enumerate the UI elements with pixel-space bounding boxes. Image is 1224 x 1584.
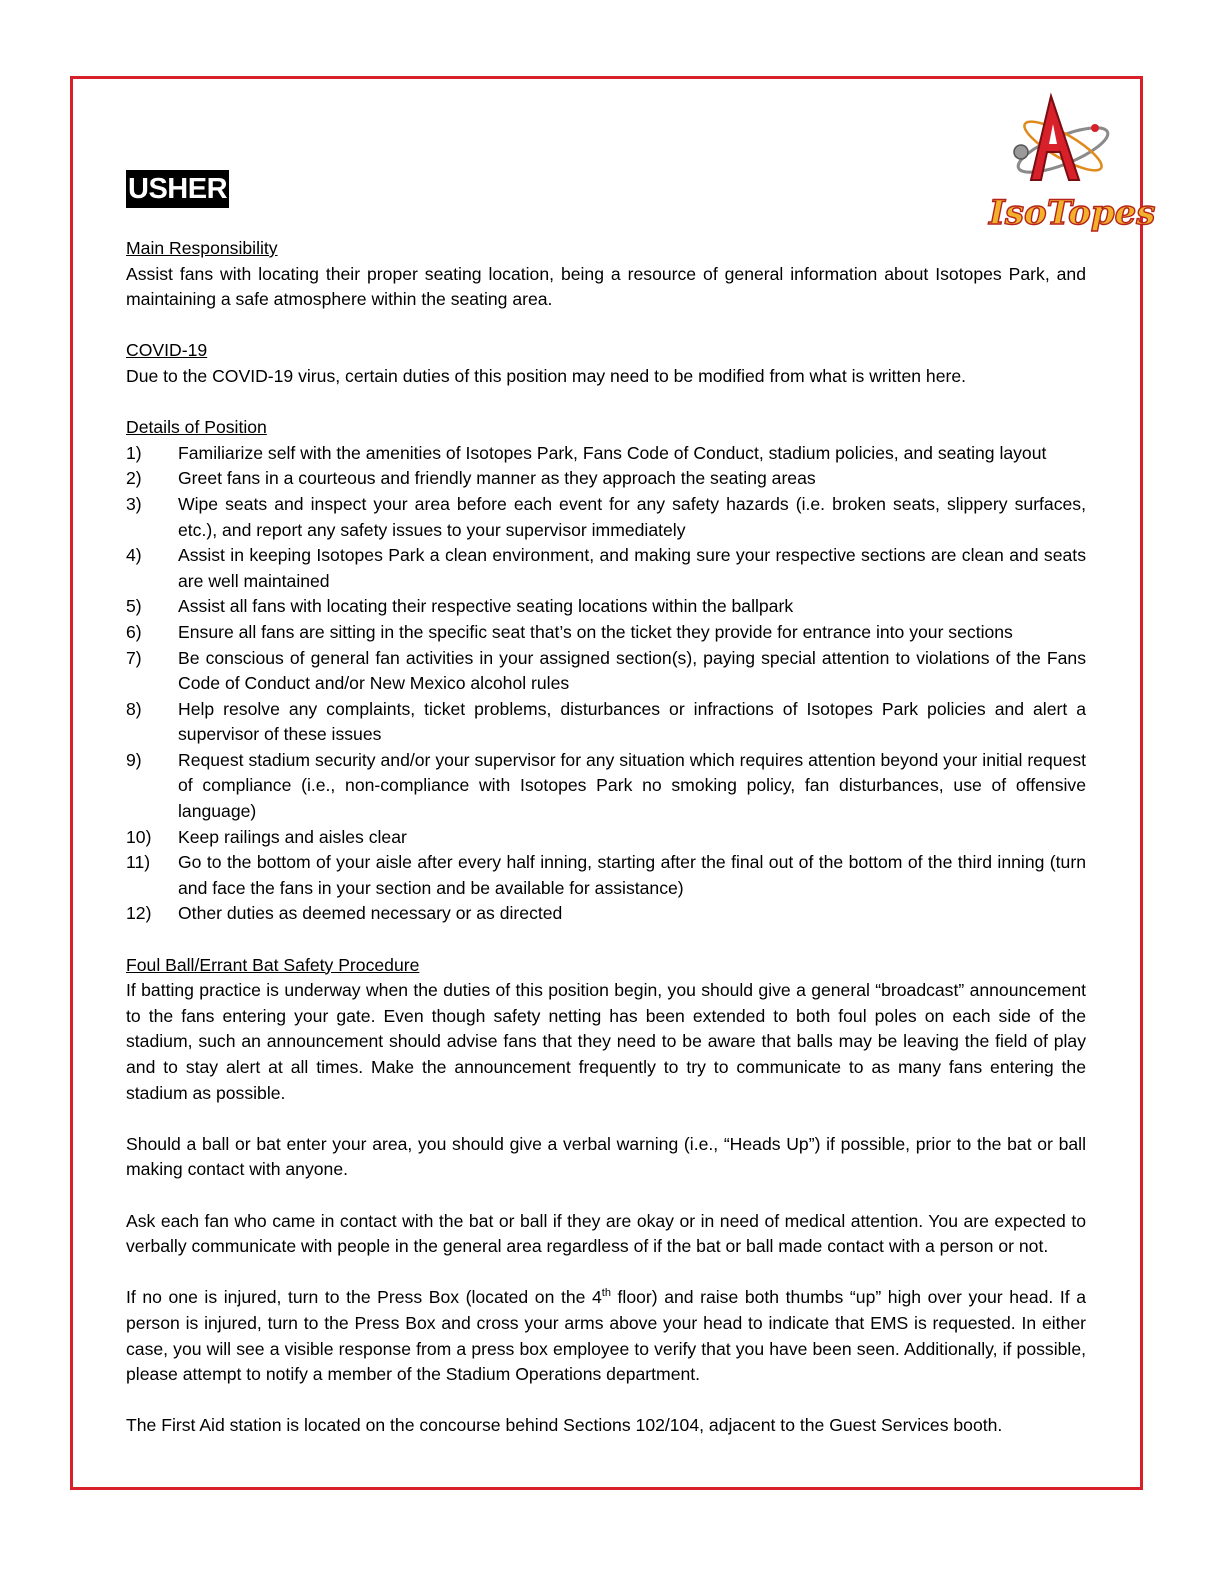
first-aid-note: The First Aid station is located on the concourse behind Sections 102/104, adjacent to the Guest Services booth. — [126, 1415, 1003, 1436]
details-heading: Details of Position — [126, 417, 267, 438]
document-body — [126, 236, 1086, 1439]
list-item: 9) Request stadium security and/or your supervisor for any situation which requires attention beyond your initial request of compliance (i.e., non-compliance with Isotopes Park no smoking policy, fan disturbances, use of offensive language) — [126, 749, 1086, 822]
list-item: 2) Greet fans in a courteous and friendly manner as they approach the seating areas — [126, 468, 816, 489]
covid-heading: COVID-19 — [126, 340, 208, 361]
list-item: 5) Assist all fans with locating their respective seating locations within the ballpark — [126, 596, 794, 617]
main-responsibility-text: Assist fans with locating their proper seating location, being a resource of general information about Isotopes Park, and maintaining a safe atmosphere within the seating area. — [126, 263, 1086, 310]
isotopes-logo — [985, 88, 1156, 236]
foul-ball-heading: Foul Ball/Errant Bat Safety Procedure — [126, 954, 420, 975]
covid-text: Due to the COVID-19 virus, certain duties of this position may need to be modified from what is written here. — [126, 365, 967, 386]
foul-ball-paragraph-3: Ask each fan who came in contact with the bat or ball if they are okay or in need of medical attention. You are expected to verbally communicate with people in the general area regardless of if the bat or ball made contact with a person or not. — [126, 1210, 1086, 1257]
details-list — [126, 441, 1086, 927]
list-item: 4) Assist in keeping Isotopes Park a clean environment, and making sure your respective sections are clean and seats are well maintained — [126, 545, 1086, 591]
list-item: 6) Ensure all fans are sitting in the specific seat that’s on the ticket they provide for entrance into your sections — [126, 621, 1013, 642]
page-title: USHER — [126, 170, 229, 208]
foul-ball-paragraph-2: Should a ball or bat enter your area, you should give a verbal warning (i.e., “Heads Up”) if possible, prior to the bat or ball making contact with anyone. — [126, 1133, 1086, 1180]
svg-text:IsoTopes: IsoTopes — [989, 193, 1156, 233]
list-item: 1) Familiarize self with the amenities of Isotopes Park, Fans Code of Conduct, stadium policies, and seating layout — [126, 442, 1047, 463]
main-responsibility-heading: Main Responsibility — [126, 238, 278, 258]
list-item: 7) Be conscious of general fan activities in your assigned section(s), paying special attention to violations of the Fans Code of Conduct and/or New Mexico alcohol rules — [126, 647, 1086, 694]
foul-ball-paragraph-4: If no one is injured, turn to the Press Box (located on the 4th floor) and raise both thumbs “up” high over your head. If a person is injured, turn to the Press Box and cross your arms above your head to indicate that EMS is requested. In either case, you will see a visible response from a press box employee to verify that you have been seen. Additionally, if possible, please attempt to notify a member of the Stadium Operations department. — [126, 1287, 1086, 1385]
list-item: 8) Help resolve any complaints, ticket problems, disturbances or infractions of Isotopes Park policies and alert a supervisor of these issues — [126, 698, 1086, 745]
list-item: 11) Go to the bottom of your aisle after every half inning, starting after the final out of the bottom of the third inning (turn and face the fans in your section and be available for assistance) — [126, 852, 1086, 898]
list-item: 3) Wipe seats and inspect your area before each event for any safety hazards (i.e. broken seats, slippery surfaces, etc.), and report any safety issues to your supervisor immediately — [126, 493, 1086, 540]
list-item: 10) Keep railings and aisles clear — [126, 826, 407, 847]
foul-ball-paragraph-1: If batting practice is underway when the duties of this position begin, you should give a general “broadcast” announcement to the fans entering your gate. Even though safety netting has been extended to both foul poles on each side of the stadium, such an announcement should advise fans that they need to be aware that balls may be leaving the field of play and to stay alert at all times. Make the announcement frequently to try to communicate to as many fans entering the stadium as possible. — [126, 980, 1086, 1103]
list-item: 12) Other duties as deemed necessary or as directed — [126, 903, 563, 924]
